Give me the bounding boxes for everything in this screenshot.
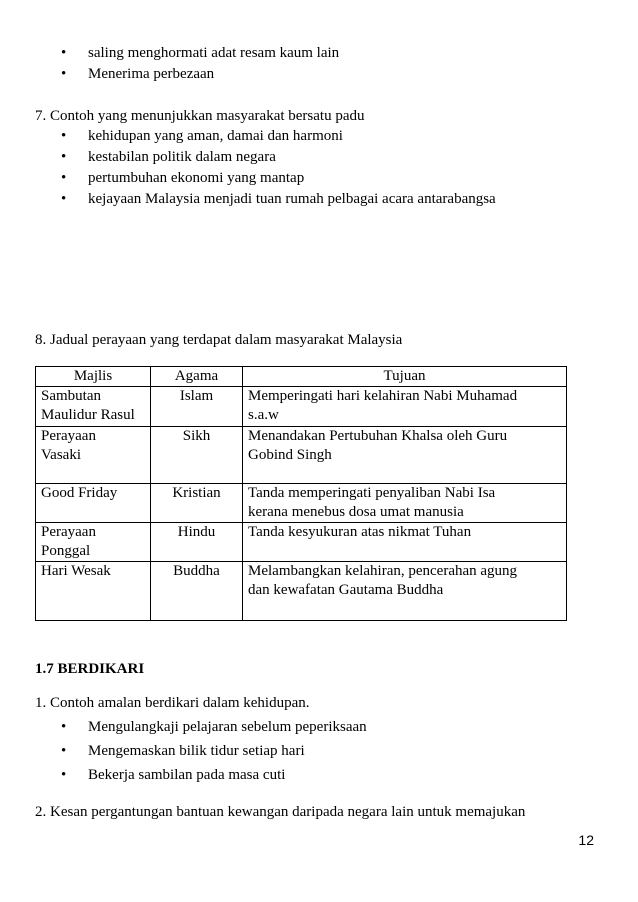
list-item — [0, 64, 638, 85]
celebration-table — [35, 366, 567, 621]
table-header-row — [36, 367, 567, 387]
cell-agama: Buddha — [151, 562, 243, 621]
bullet-icon: • — [61, 66, 67, 82]
cell-text: Perayaan — [41, 428, 96, 444]
cell-majlis: Good Friday — [36, 484, 151, 523]
cell-agama: Kristian — [151, 484, 243, 523]
list-item-text: pertumbuhan ekonomi yang mantap — [88, 170, 305, 186]
bullet-icon: • — [61, 128, 67, 144]
cell-agama: Hindu — [151, 523, 243, 562]
table-row — [36, 387, 567, 427]
cell-text: Perayaan — [41, 524, 96, 540]
cell-text: Vasaki — [41, 447, 81, 463]
list-item-text: Mengulangkaji pelajaran sebelum peperiksaan — [88, 719, 367, 735]
cell-text: Menandakan Pertubuhan Khalsa oleh Guru — [248, 428, 508, 444]
bullet-icon: • — [61, 149, 67, 165]
list-item — [0, 43, 638, 64]
section-1-7-bullet-list — [0, 715, 638, 787]
cell-majlis — [36, 523, 151, 562]
list-item-text: kehidupan yang aman, damai dan harmoni — [88, 128, 343, 144]
list-item — [0, 168, 638, 189]
cell-text: Ponggal — [41, 543, 91, 559]
cell-text: dan kewafatan Gautama Buddha — [248, 582, 444, 598]
cell-tujuan — [243, 484, 567, 523]
table-row — [36, 523, 567, 562]
cell-agama: Islam — [151, 387, 243, 427]
list-item-text: saling menghormati adat resam kaum lain — [88, 45, 340, 61]
section-1-7-item-2: 2. Kesan pergantungan bantuan kewangan daripada negara lain untuk memajukan — [35, 804, 526, 820]
cell-majlis: Hari Wesak — [36, 562, 151, 621]
section-7-bullet-list — [0, 126, 638, 210]
list-item — [0, 126, 638, 147]
cell-text: s.a.w — [248, 407, 279, 423]
list-item — [0, 763, 638, 787]
table-row — [36, 427, 567, 484]
table-row — [36, 484, 567, 523]
bullet-icon: • — [61, 45, 67, 61]
page-number: 12 — [578, 832, 594, 848]
bullet-icon: • — [61, 767, 67, 783]
top-bullet-list — [0, 43, 638, 85]
cell-tujuan: Tanda kesyukuran atas nikmat Tuhan — [243, 523, 567, 562]
list-item-text: Menerima perbezaan — [88, 66, 215, 82]
cell-text: Melambangkan kelahiran, pencerahan agung — [248, 563, 518, 579]
list-item-text: kestabilan politik dalam negara — [88, 149, 276, 165]
cell-tujuan — [243, 562, 567, 621]
cell-text: Tanda memperingati penyaliban Nabi Isa — [248, 485, 496, 501]
cell-majlis — [36, 427, 151, 484]
cell-majlis — [36, 387, 151, 427]
section-8-heading: 8. Jadual perayaan yang terdapat dalam masyarakat Malaysia — [35, 332, 403, 348]
bullet-icon: • — [61, 191, 67, 207]
list-item-text: Bekerja sambilan pada masa cuti — [88, 767, 286, 783]
section-7-heading: 7. Contoh yang menunjukkan masyarakat bersatu padu — [35, 108, 365, 124]
bullet-icon: • — [61, 719, 67, 735]
cell-text: Sambutan — [41, 388, 101, 404]
bullet-icon: • — [61, 170, 67, 186]
list-item-text: kejayaan Malaysia menjadi tuan rumah pelbagai acara antarabangsa — [88, 191, 496, 207]
list-item — [0, 147, 638, 168]
section-1-7-title: 1.7 BERDIKARI — [35, 661, 145, 677]
cell-text: kerana menebus dosa umat manusia — [248, 504, 464, 520]
cell-agama: Sikh — [151, 427, 243, 484]
list-item — [0, 739, 638, 763]
list-item — [0, 715, 638, 739]
bullet-icon: • — [61, 743, 67, 759]
cell-tujuan — [243, 387, 567, 427]
column-header-majlis: Majlis — [36, 367, 151, 387]
list-item-text: Mengemaskan bilik tidur setiap hari — [88, 743, 305, 759]
cell-text: Memperingati hari kelahiran Nabi Muhamad — [248, 388, 518, 404]
table-row — [36, 562, 567, 621]
cell-tujuan — [243, 427, 567, 484]
section-1-7-item-1: 1. Contoh amalan berdikari dalam kehidupan. — [35, 695, 310, 711]
cell-text: Maulidur Rasul — [41, 407, 135, 423]
column-header-tujuan: Tujuan — [243, 367, 567, 387]
list-item — [0, 189, 638, 210]
cell-text: Gobind Singh — [248, 447, 332, 463]
column-header-agama: Agama — [151, 367, 243, 387]
